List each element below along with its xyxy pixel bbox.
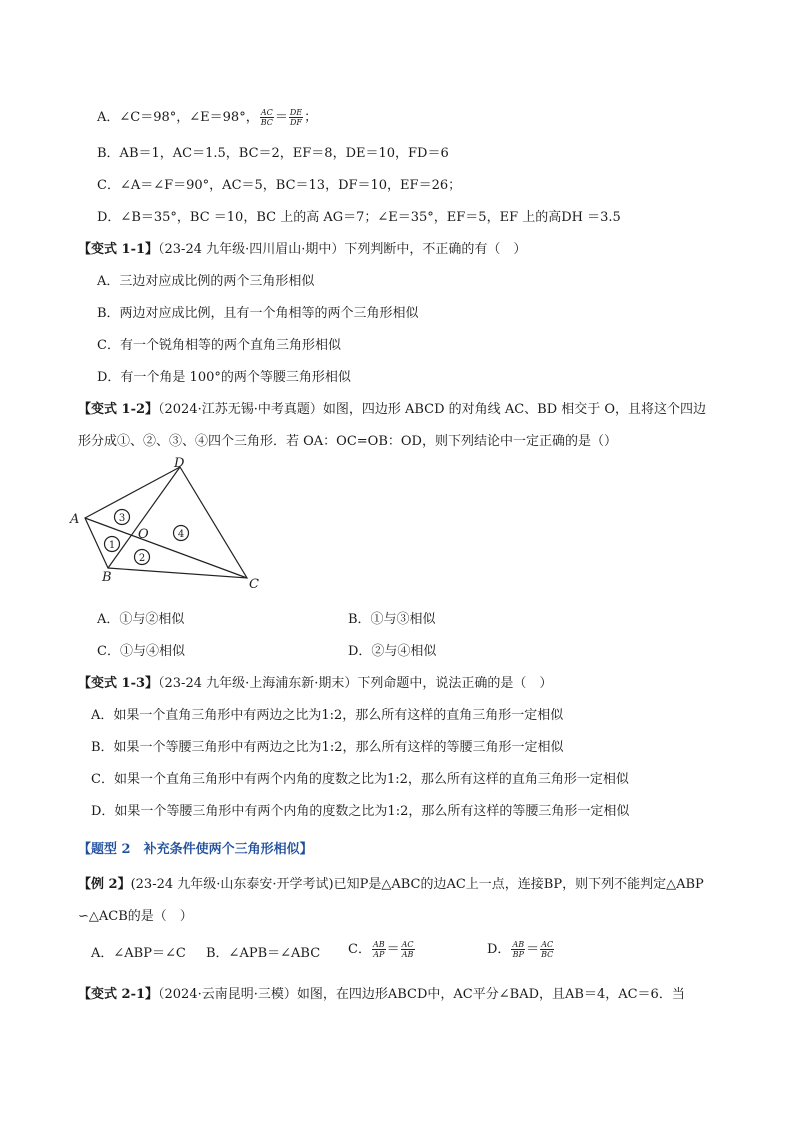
v12-option-d: D．②与④相似 bbox=[348, 644, 437, 659]
v11-option-d: D．有一个角是 100°的两个等腰三角形相似 bbox=[97, 370, 351, 385]
variant-1-3-question: 【变式 1-3】（23-24 九年级·上海浦东新·期末）下列命题中，说法正确的是（ ） bbox=[78, 676, 553, 691]
quadrilateral-figure bbox=[60, 455, 280, 595]
fraction-ac-bc: $\frac{AC}{BC}$ bbox=[260, 108, 273, 127]
variant-1-1-question: 【变式 1-1】（23-24 九年级·四川眉山·期中）下列判断中，不正确的有（ ） bbox=[78, 242, 527, 257]
v12-option-b: B．①与③相似 bbox=[348, 612, 436, 627]
v11-option-b: B．两边对应成比例，且有一个角相等的两个三角形相似 bbox=[97, 306, 419, 321]
region-label-1: 1 bbox=[108, 540, 116, 551]
variant-2-1-question: 【变式 2-1】（2024·云南昆明·三模）如图，在四边形ABCD中，AC平分∠BAD，且AB＝4，AC＝6．当 bbox=[78, 987, 685, 1002]
vertex-label-c: C bbox=[249, 577, 259, 592]
fraction-ab-bp: $\frac{AB}{BP}$ bbox=[512, 940, 525, 959]
region-label-3: 3 bbox=[118, 513, 126, 524]
q1-option-c: C．∠A＝∠F＝90°，AC＝5，BC＝13，DF＝10，EF＝26； bbox=[97, 178, 462, 193]
ex2-option-a: A．∠ABP＝∠C bbox=[91, 946, 186, 961]
v13-option-c: C．如果一个直角三角形中有两个内角的度数之比为1:2，那么所有这样的直角三角形一定相似 bbox=[91, 772, 629, 787]
variant-1-2-question-line2: 形分成①、②、③、④四个三角形．若 OA：OC=OB：OD，则下列结论中一定正确的是（） bbox=[78, 434, 617, 449]
v13-option-a: A．如果一个直角三角形中有两边之比为1:2，那么所有这样的直角三角形一定相似 bbox=[91, 708, 564, 723]
fraction-ac-ab: $\frac{AC}{AB}$ bbox=[401, 940, 414, 959]
example-2-tag: 【例 2】 bbox=[78, 877, 131, 892]
v13-option-d: D．如果一个等腰三角形中有两个内角的度数之比为1:2，那么所有这样的等腰三角形一定相似 bbox=[91, 804, 630, 819]
ex2-option-b: B．∠APB＝∠ABC bbox=[206, 946, 321, 961]
fraction-ac-bc: $\frac{AC}{BC}$ bbox=[541, 940, 554, 959]
ex2-option-d: D． $\frac{AB}{BP}$ ＝ $\frac{AC}{BC}$ bbox=[487, 940, 554, 959]
variant-1-2-tag: 【变式 1-2】 bbox=[78, 402, 159, 417]
q1-option-b: B．AB＝1，AC＝1.5，BC＝2，EF＝8，DE＝10，FD＝6 bbox=[97, 146, 449, 161]
q1-option-a-text: A．∠C＝98°，∠E＝98°， bbox=[97, 110, 259, 125]
q1-option-d: D．∠B＝35°，BC ＝10，BC 上的高 AG＝7；∠E＝35°，EF＝5，EF 上的高DH ＝3.5 bbox=[97, 210, 621, 225]
v12-option-c: C．①与④相似 bbox=[97, 644, 185, 659]
q1-option-a: A．∠C＝98°，∠E＝98°， $\frac{AC}{BC}$ ＝ $\frac{DE}{DF}$ ； bbox=[97, 108, 318, 127]
ex2-option-c: C． $\frac{AB}{AP}$ ＝ $\frac{AC}{AB}$ bbox=[348, 940, 414, 959]
variant-1-1-tag: 【变式 1-1】 bbox=[78, 242, 159, 257]
vertex-label-a: A bbox=[70, 512, 80, 527]
v13-option-b: B．如果一个等腰三角形中有两边之比为1:2，那么所有这样的等腰三角形一定相似 bbox=[91, 740, 564, 755]
intersection-label-o: O bbox=[138, 527, 149, 542]
variant-1-3-tag: 【变式 1-3】 bbox=[78, 676, 159, 691]
example-2-question: 【例 2】(23-24 九年级·山东泰安·开学考试)已知P是△ABC的边AC上一点，连接BP，则下列不能判定△ABP bbox=[78, 877, 704, 892]
section-heading-type-2: 【题型 2 补充条件使两个三角形相似】 bbox=[78, 842, 313, 857]
v12-option-a: A．①与②相似 bbox=[97, 612, 185, 627]
fraction-ab-ap: $\frac{AB}{AP}$ bbox=[372, 940, 385, 959]
v11-option-a: A．三边对应成比例的两个三角形相似 bbox=[97, 274, 315, 289]
variant-2-1-tag: 【变式 2-1】 bbox=[78, 987, 159, 1002]
example-2-question-line2: ∽△ACB的是（ ） bbox=[78, 909, 193, 924]
region-label-2: 2 bbox=[138, 553, 146, 564]
variant-1-2-question: 【变式 1-2】（2024·江苏无锡·中考真题）如图，四边形 ABCD 的对角线 AC、BD 相交于 O，且将这个四边 bbox=[78, 402, 707, 417]
vertex-label-d: D bbox=[174, 456, 185, 471]
fraction-de-df: $\frac{DE}{DF}$ bbox=[289, 108, 303, 127]
v11-option-c: C．有一个锐角相等的两个直角三角形相似 bbox=[97, 338, 341, 353]
vertex-label-b: B bbox=[102, 570, 112, 585]
region-label-4: 4 bbox=[177, 529, 185, 540]
